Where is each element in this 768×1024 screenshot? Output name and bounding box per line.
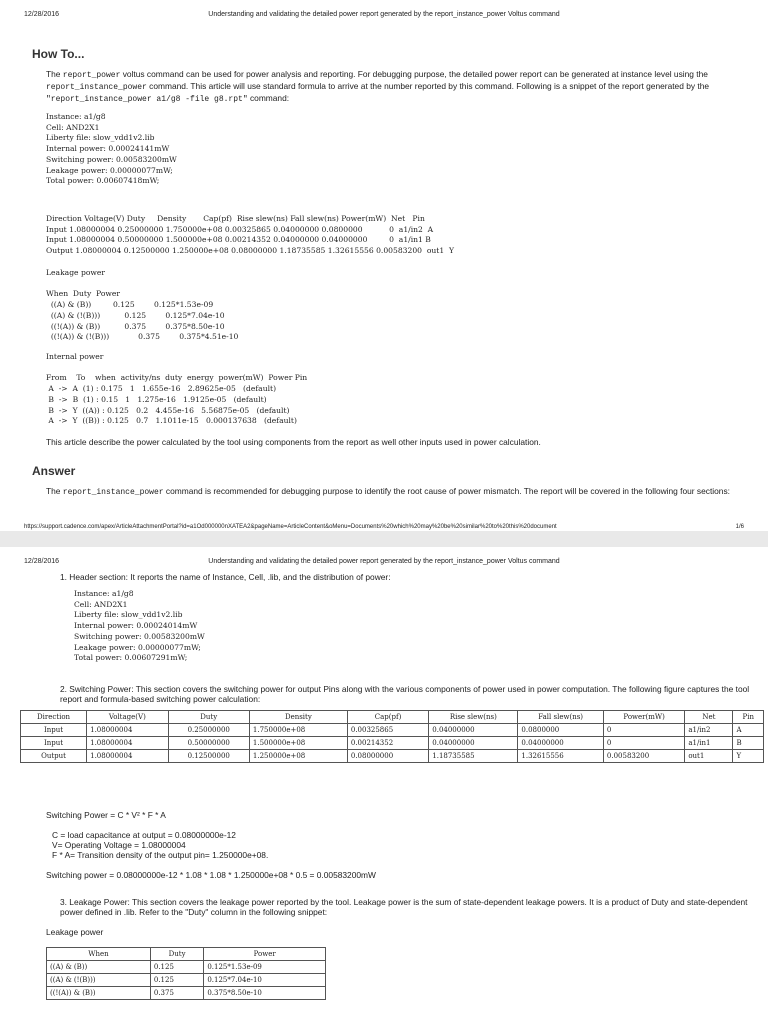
leakage-power-label: Leakage power — [46, 927, 104, 937]
switching-power-table — [20, 710, 764, 763]
table-row — [47, 961, 326, 974]
inline-code: "report_instance_power a1/g8 -file g8.rpt" — [46, 95, 248, 104]
answer-heading: Answer — [32, 464, 76, 478]
column-header: Direction — [21, 711, 87, 724]
table-cell: 0 — [603, 724, 684, 737]
table-cell: 0.08000000 — [347, 750, 428, 763]
table-cell: B — [733, 737, 764, 750]
howto-closing-paragraph: This article describe the power calculated by the tool using components from the report as well other inputs used in power calculation. — [46, 437, 541, 447]
answer-intro-paragraph — [46, 486, 746, 498]
footer-url[interactable]: https://support.cadence.com/apex/ArticleAttachmentPortal?id=a1Od000000nXATEA2&pageName=ArticleContent&oMenu=Documents%20which%20may%20be%20similar%20to%20this%20document — [24, 524, 557, 530]
list-item-header-section: 1. Header section: It reports the name of Instance, Cell, .lib, and the distribution of power: — [60, 572, 391, 582]
table-cell: 0.125*1.53e-09 — [204, 961, 326, 974]
table-cell: 0.0800000 — [518, 724, 604, 737]
table-cell: A — [733, 724, 764, 737]
table-cell: ((A) & (!(B))) — [47, 974, 151, 987]
text-run: command is recommended for debugging purpose to identify the root cause of power mismatch. The report will be covered in the following four sections: — [163, 486, 730, 496]
column-header: Pin — [733, 711, 764, 724]
table-cell: 0 — [603, 737, 684, 750]
table-cell: 1.32615556 — [518, 750, 604, 763]
table-cell: 1.500000e+08 — [249, 737, 347, 750]
howto-heading: How To... — [32, 47, 85, 61]
table-cell: 0.04000000 — [429, 724, 518, 737]
page-separator — [0, 531, 768, 547]
footer-page-number: 1/6 — [735, 524, 744, 530]
column-header: Net — [685, 711, 733, 724]
table-cell: 1.750000e+08 — [249, 724, 347, 737]
report-header-snippet: Instance: a1/g8 Cell: AND2X1 Liberty file: slow_vdd1v2.lib Internal power: 0.00024141mW Switching power: 0.00583200mW Leakage power: 0.00000077mW; Total power: 0.00607418mW; — [46, 112, 177, 186]
table-cell: Input — [21, 724, 87, 737]
howto-intro-paragraph — [46, 69, 746, 105]
table-cell: Output — [21, 750, 87, 763]
table-cell: 0.25000000 — [168, 724, 249, 737]
table-cell: 0.125 — [150, 961, 203, 974]
definition-c: C = load capacitance at output = 0.08000000e-12 — [52, 830, 236, 840]
table-cell: 0.125*7.04e-10 — [204, 974, 326, 987]
table-cell: 1.08000004 — [87, 724, 168, 737]
table-cell: ((!(A)) & (B)) — [47, 987, 151, 1000]
table-row — [21, 750, 764, 763]
text-run: The — [46, 69, 63, 79]
table-cell: 0.12500000 — [168, 750, 249, 763]
table-cell: 0.50000000 — [168, 737, 249, 750]
column-header: Duty — [150, 948, 203, 961]
formula-definitions — [52, 830, 268, 860]
column-header: Duty — [168, 711, 249, 724]
header-section-snippet: Instance: a1/g8 Cell: AND2X1 Liberty file: slow_vdd1v2.lib Internal power: 0.00024014mW Switching power: 0.00583200mW Leakage power: 0.00000077mW; Total power: 0.00607291mW; — [74, 589, 205, 663]
table-cell: 0.375 — [150, 987, 203, 1000]
header-title: Understanding and validating the detailed power report generated by the report_instance_power Voltus command — [208, 11, 560, 18]
column-header: Cap(pf) — [347, 711, 428, 724]
text-run: command. This article will use standard formula to arrive at the number reported by this command. Following is a snippet of the report generated by the — [146, 81, 710, 91]
definition-v: V= Operating Voltage = 1.08000004 — [52, 840, 186, 850]
table-cell: Input — [21, 737, 87, 750]
document-page-2 — [0, 547, 768, 1024]
table-cell: 0.00583200 — [603, 750, 684, 763]
table-cell: 0.00325865 — [347, 724, 428, 737]
switching-power-formula: Switching Power = C * V² * F * A — [46, 810, 166, 820]
table-cell: 1.08000004 — [87, 750, 168, 763]
inline-code: report_instance_power — [46, 83, 147, 92]
report-internal-snippet: Internal power From To when activity/ns duty energy power(mW) Power Pin A -> A (1) : 0.175 1 1.655e-16 2.89625e-05 (default) B -> B (1) : 0.15 1 1.275e-16 1.9125e-05 (default) B -> Y ((A)) : 0.125 0.2 4.455e-16 5.56875e-05 (default) A -> Y ((B)) : 0.125 0.7 1.1011e-15 0.000137638 (default) — [46, 352, 308, 426]
table-cell: out1 — [685, 750, 733, 763]
table-cell: a1/in2 — [685, 724, 733, 737]
definition-fa: F * A= Transition density of the output pin= 1.250000e+08. — [52, 850, 269, 860]
table-row — [21, 724, 764, 737]
header-date: 12/28/2016 — [24, 558, 60, 565]
table-cell: 0.04000000 — [518, 737, 604, 750]
column-header: Density — [249, 711, 347, 724]
table-cell: 0.375*8.50e-10 — [204, 987, 326, 1000]
inline-code: report_instance_power — [62, 488, 164, 497]
report-switching-snippet: Direction Voltage(V) Duty Density Cap(pf) Rise slew(ns) Fall slew(ns) Power(mW) Net Pin Input 1.08000004 0.25000000 1.750000e+08 0.00325865 0.04000000 0.0800000 0 a1/in2 A Input 1.08000004 0.50000000 1.500000e+08 0.00214352 0.04000000 0.04000000 0 a1/in1 B Output 1.08000004 0.12500000 1.250000e+08 0.08000000 1.18735585 1.32615556 0.00583200 out1 Y — [46, 214, 455, 256]
column-header: Power(mW) — [603, 711, 684, 724]
text-run: The — [46, 486, 63, 496]
leakage-power-table — [46, 947, 326, 1000]
column-header: Rise slew(ns) — [429, 711, 518, 724]
switching-power-calculation: Switching power = 0.08000000e-12 * 1.08 * 1.08 * 1.250000e+08 * 0.5 = 0.00583200mW — [46, 870, 376, 880]
table-row — [47, 974, 326, 987]
table-row — [47, 987, 326, 1000]
table-cell: Y — [733, 750, 764, 763]
table-cell: 1.18735585 — [429, 750, 518, 763]
column-header: Power — [204, 948, 326, 961]
table-cell: 0.125 — [150, 974, 203, 987]
table-cell: 0.00214352 — [347, 737, 428, 750]
column-header: When — [47, 948, 151, 961]
table-cell: 1.08000004 — [87, 737, 168, 750]
text-run: voltus command can be used for power analysis and reporting. For debugging purpose, the detailed power report can be generated at instance level using the — [120, 69, 708, 79]
list-item-switching-power: 2. Switching Power: This section covers the switching power for output Pins along with the various components of power used in power computation. The following figure captures the tool report and formula-based switching power calculation: — [60, 684, 750, 704]
inline-code: report_power — [62, 71, 121, 80]
column-header: Voltage(V) — [87, 711, 168, 724]
header-title: Understanding and validating the detailed power report generated by the report_instance_power Voltus command — [208, 558, 560, 565]
table-cell: ((A) & (B)) — [47, 961, 151, 974]
table-cell: 0.04000000 — [429, 737, 518, 750]
header-date: 12/28/2016 — [24, 11, 60, 18]
text-run: command: — [247, 93, 290, 103]
table-row — [21, 737, 764, 750]
column-header: Fall slew(ns) — [518, 711, 604, 724]
report-leakage-snippet: Leakage power When Duty Power ((A) & (B)) 0.125 0.125*1.53e-09 ((A) & (!(B))) 0.125 0.125*7.04e-10 ((!(A)) & (B)) 0.375 0.375*8.50e-10 ((!(A)) & (!(B))) 0.375 0.375*4.51e-10 — [46, 268, 239, 342]
table-cell: 1.250000e+08 — [249, 750, 347, 763]
table-cell: a1/in1 — [685, 737, 733, 750]
list-item-leakage-power: 3. Leakage Power: This section covers the leakage power reported by the tool. Leakage power is the sum of state-dependent leakage powers. It is a product of Duty and state-dependent power defined in .lib. Refer to the "Duty" column in the following snippet: — [60, 897, 748, 917]
